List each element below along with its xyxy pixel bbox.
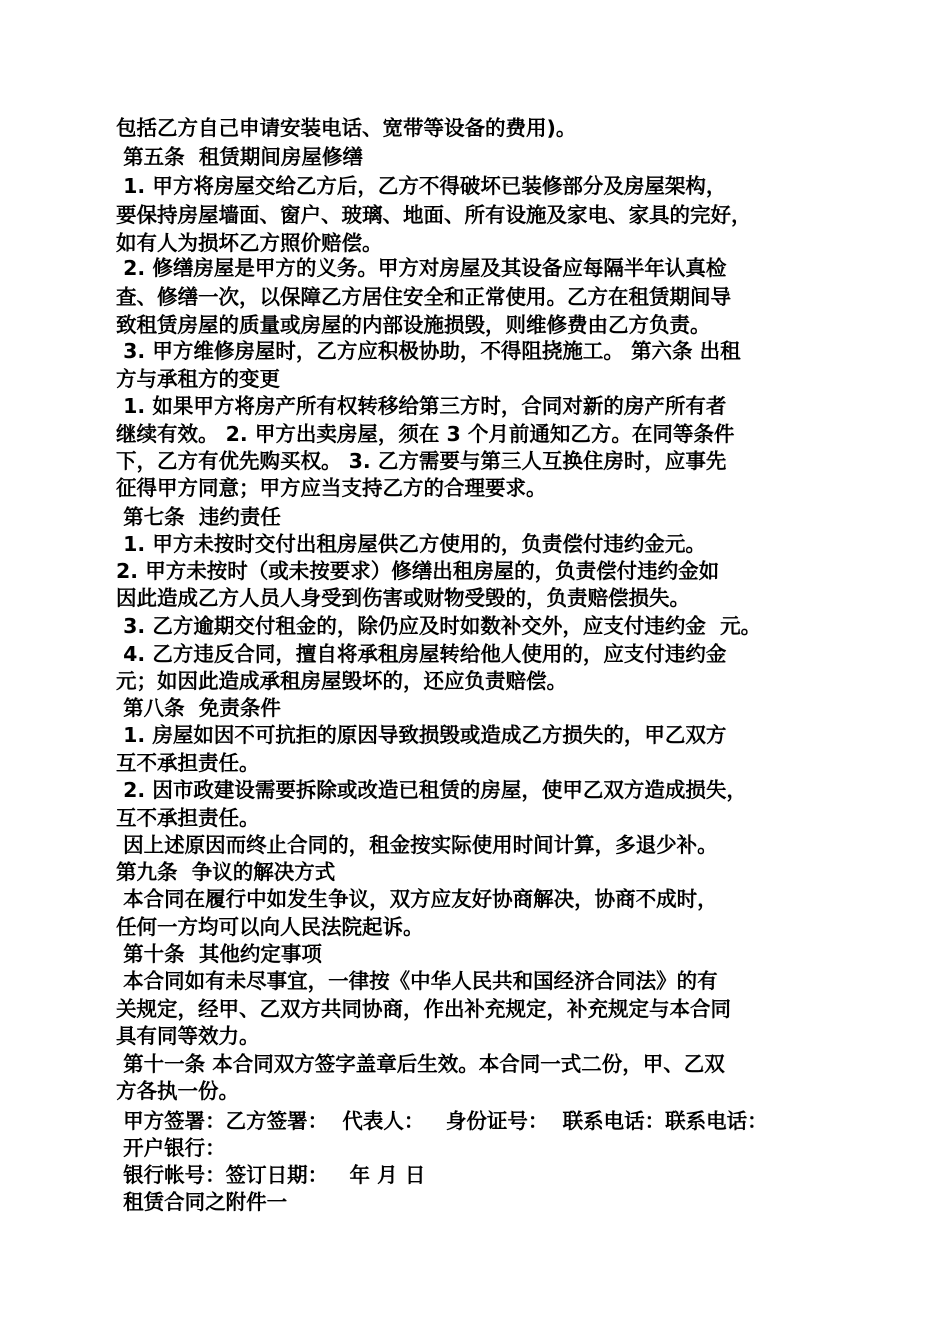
text-line: 1. 甲方将房屋交给乙方后，乙方不得破坏已装修部分及房屋架构， — [116, 174, 727, 198]
text-line: 任何一方均可以向人民法院起诉。 — [116, 915, 424, 939]
text-line: 2. 因市政建设需要拆除或改造已租赁的房屋，使甲乙双方造成损失， — [116, 778, 747, 802]
text-line: 因此造成乙方人员人身受到伤害或财物受毁的，负责赔偿损失。 — [116, 586, 690, 610]
signature-line: 甲方签署：乙方签署： 代表人： 身份证号： 联系电话：联系电话： — [116, 1109, 768, 1133]
text-line: 致租赁房屋的质量或房屋的内部设施损毁，则维修费由乙方负责。 — [116, 313, 711, 337]
section-heading: 第九条 争议的解决方式 — [116, 860, 336, 884]
text-line: 2. 甲方未按时（或未按要求）修缮出租房屋的，负责偿付违约金如 — [116, 559, 720, 583]
text-line: 第十一条 本合同双方签字盖章后生效。本合同一式二份，甲、乙双 — [116, 1052, 725, 1076]
section-heading: 第十条 其他约定事项 — [116, 942, 322, 966]
text-line: 要保持房屋墙面、窗户、玻璃、地面、所有设施及家电、家具的完好， — [116, 203, 752, 227]
text-line: 互不承担责任。 — [116, 751, 260, 775]
text-line: 具有同等效力。 — [116, 1024, 260, 1048]
section-heading: 第七条 违约责任 — [116, 505, 281, 529]
text-line: 因上述原因而终止合同的，租金按实际使用时间计算，多退少补。 — [116, 833, 718, 857]
appendix-heading: 租赁合同之附件一 — [116, 1190, 288, 1214]
text-line: 本合同在履行中如发生争议，双方应友好协商解决，协商不成时， — [116, 887, 718, 911]
text-line: 如有人为损坏乙方照价赔偿。 — [116, 231, 383, 255]
text-line: 2. 修缮房屋是甲方的义务。甲方对房屋及其设备应每隔半年认真检 — [116, 256, 727, 280]
text-line: 下，乙方有优先购买权。 3. 乙方需要与第三人互换住房时，应事先 — [116, 449, 727, 473]
text-line: 互不承担责任。 — [116, 806, 260, 830]
text-line: 3. 乙方逾期交付租金的，除仍应及时如数补交外，应支付违约金 元。 — [116, 614, 762, 638]
text-line: 方与承租方的变更 — [116, 367, 280, 391]
text-line: 查、修缮一次，以保障乙方居住安全和正常使用。乙方在租赁期间导 — [116, 285, 731, 309]
signature-line: 银行帐号：签订日期： 年 月 日 — [116, 1163, 426, 1187]
text-line: 方各执一份。 — [116, 1079, 239, 1103]
text-line: 包括乙方自己申请安装电话、宽带等设备的费用)。 — [116, 116, 577, 140]
text-line: 3. 甲方维修房屋时，乙方应积极协助，不得阻挠施工。 第六条 出租 — [116, 339, 741, 363]
text-line: 1. 如果甲方将房产所有权转移给第三方时，合同对新的房产所有者 — [116, 394, 727, 418]
section-heading: 第八条 免责条件 — [116, 696, 281, 720]
text-line: 1. 房屋如因不可抗拒的原因导致损毁或造成乙方损失的，甲乙双方 — [116, 723, 727, 747]
text-line: 1. 甲方未按时交付出租房屋供乙方使用的，负责偿付违约金元。 — [116, 532, 706, 556]
text-line: 元；如因此造成承租房屋毁坏的，还应负责赔偿。 — [116, 669, 567, 693]
text-line: 征得甲方同意；甲方应当支持乙方的合理要求。 — [116, 476, 547, 500]
text-line: 关规定，经甲、乙双方共同协商，作出补充规定，补充规定与本合同 — [116, 997, 731, 1021]
text-line: 继续有效。 2. 甲方出卖房屋，须在 3 个月前通知乙方。在同等条件 — [116, 422, 735, 446]
text-line: 4. 乙方违反合同，擅自将承租房屋转给他人使用的，应支付违约金 — [116, 642, 727, 666]
section-heading: 第五条 租赁期间房屋修缮 — [116, 145, 363, 169]
text-line: 本合同如有未尽事宜，一律按《中华人民共和国经济合同法》的有 — [116, 969, 718, 993]
signature-line: 开户银行： — [116, 1136, 226, 1160]
